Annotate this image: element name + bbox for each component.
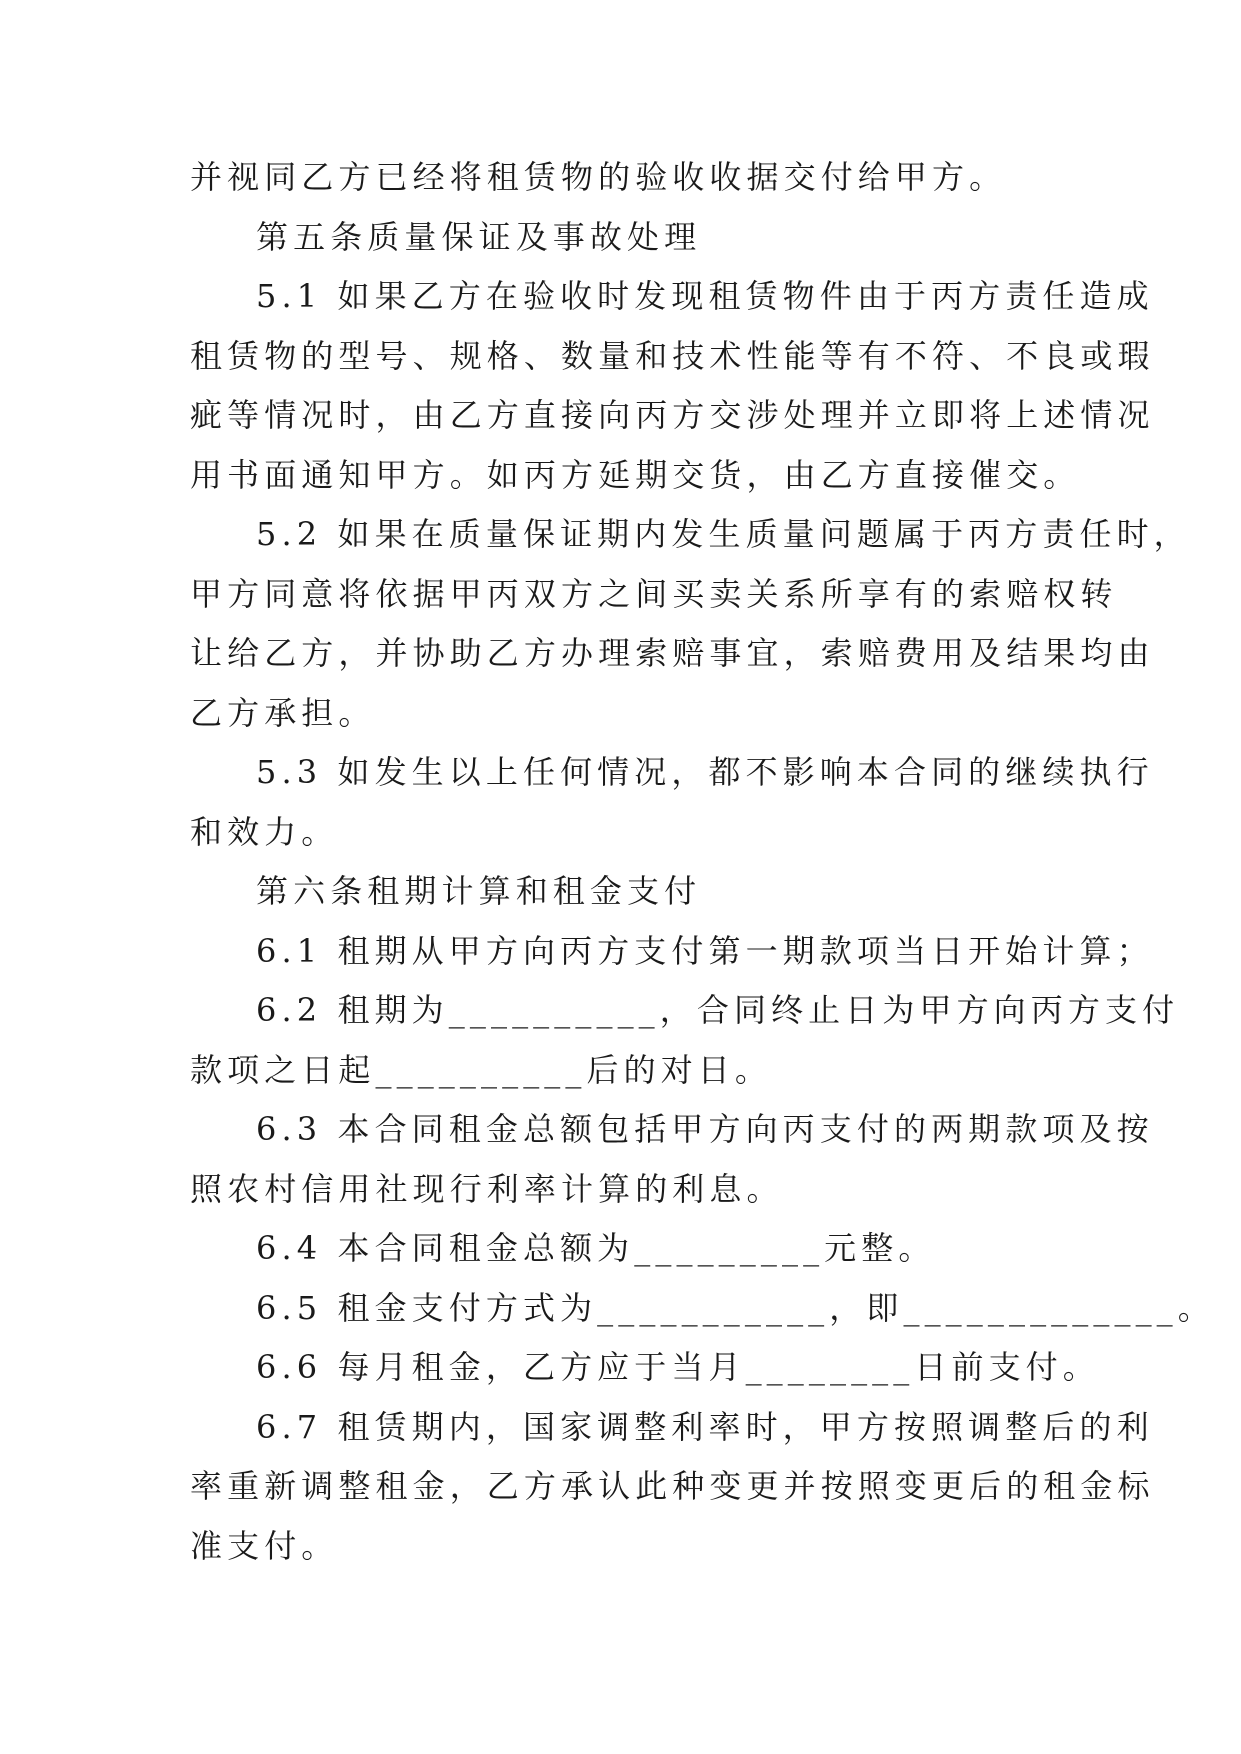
text-line: 照农村信用社现行利率计算的利息。: [190, 1169, 784, 1208]
text-line: 准支付。: [190, 1526, 339, 1565]
text-line: 租赁物的型号、规格、数量和技术性能等有不符、不良或瑕: [190, 336, 1155, 375]
document-page: [190, 148, 1215, 1576]
text-line: 让给乙方，并协助乙方办理索赔事宜，索赔费用及结果均由: [190, 634, 1155, 672]
text-line: 款项之日起__________后的对日。: [190, 1050, 773, 1089]
clause-line: 6.3 本合同租金总额包括甲方向丙支付的两期款项及按: [256, 1110, 1154, 1148]
text-line: 率重新调整租金，乙方承认此种变更并按照变更后的租金标: [190, 1467, 1155, 1505]
clause-line: 6.6 每月租金，乙方应于当月________日前支付。: [256, 1348, 1100, 1386]
clause-line: 5.2 如果在质量保证期内发生质量问题属于丙方责任时，: [256, 515, 1191, 553]
text-line: 用书面通知甲方。如丙方延期交货，由乙方直接催交。: [190, 455, 1081, 494]
section-heading: 第六条租期计算和租金支付: [256, 872, 702, 910]
clause-line: 6.5 租金支付方式为___________，即_____________。: [256, 1288, 1215, 1327]
clause-line: 6.2 租期为__________，合同终止日为甲方向丙方支付: [256, 991, 1180, 1029]
text-line: 甲方同意将依据甲丙双方之间买卖关系所享有的索赔权转: [190, 574, 1118, 613]
clause-line: 6.1 租期从甲方向丙方支付第一期款项当日开始计算；: [256, 931, 1154, 970]
section-heading: 第五条质量保证及事故处理: [256, 217, 702, 256]
text-line: 乙方承担。: [190, 693, 376, 732]
text-line: 疵等情况时，由乙方直接向丙方交涉处理并立即将上述情况: [190, 396, 1155, 434]
clause-line: 5.3 如发生以上任何情况，都不影响本合同的继续执行: [256, 753, 1154, 791]
clause-line: 6.7 租赁期内，国家调整利率时，甲方按照调整后的利: [256, 1407, 1154, 1446]
clause-line: 5.1 如果乙方在验收时发现租赁物件由于丙方责任造成: [256, 277, 1154, 315]
text-line: 和效力。: [190, 812, 339, 851]
clause-line: 6.4 本合同租金总额为_________元整。: [256, 1229, 936, 1267]
text-line: 并视同乙方已经将租赁物的验收收据交付给甲方。: [190, 158, 1007, 196]
